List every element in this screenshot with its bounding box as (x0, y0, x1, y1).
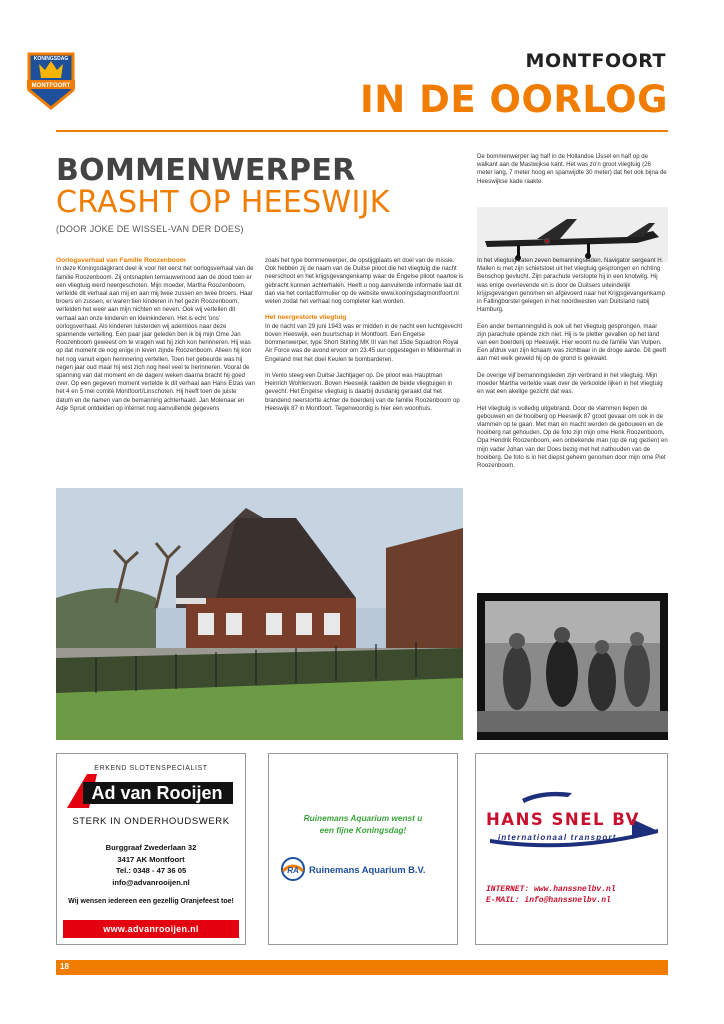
ad1-email[interactable]: info@advanrooijen.nl (112, 877, 190, 887)
section-headline: IN DE OORLOG (360, 78, 668, 121)
ad2-message-line2: een fijne Koningsdag! (319, 825, 407, 835)
ad1-contact (57, 842, 245, 888)
article-column-2 (265, 257, 465, 421)
ad1-greeting: Wij wensen iedereen een gezellig Oranjefeest toe! (68, 898, 234, 905)
column1-body: In deze Koningsdagkrant deel ik voor het eerst het oorlogsverhaal van de familie Roozenboom. Zij ontsnapten ternauwernood aan de dood toen er een vliegtuig werd neergeschoten. Mijn moeder, Martha Roozenboom, vertelde dit verhaal aan mij en aan mij twee zussen en twee broers. Haar broers en zussen, er waren tien kinderen in het gezin Roozenboom, vertelden het weer aan mijn nichten en neven. Ook wij vertellen dit verhaal aan onze kinderen en kleinkinderen. Het is echt 'ons' oorlogsverhaal. Als kinderen luisterden wij ademloos naar deze spannende vertelling. Een paar jaar geleden ben ik bij mijn Ome Jan Roozenboom geweest om te vragen wat hij zich kon herinneren. Hij was op dat moment de nog enige in leven zijnde Roozenboom. Alleen hij kon het nog vanuit eigen herinnering vertellen. Toen het gebeurde was hij negen jaar oud maar hij wist zich nog heel veel te herinneren. Vooral de spanning van dat moment en de dagen/ weken daarna bracht hij goed over. Op een gegeven moment vertelde ik dit verhaal aan Hans Elzas van het 4 en 5 mei comité Montfoort/Linschoten. Hij heeft toen de juiste datum en de namen van de bemanning achterhaald. Jan Molenaar en Adje Spruit ontdekten op internet nog aanvullende gegevens (56, 265, 255, 412)
column1-heading: Oorlogsverhaal van Familie Roozenboom (56, 257, 186, 264)
ad1-brand-text: Ad van Rooijen (91, 783, 223, 803)
ad2-message-line1: Ruinemans Aquarium wenst u (303, 813, 423, 823)
house-photo (56, 488, 463, 740)
ad2-company-name: Ruinemans Aquarium B.V. (309, 864, 426, 875)
article-byline: (DOOR JOKE DE WISSEL-VAN DER DOES) (56, 224, 244, 234)
column2-paragraph-2: In de nacht van 29 juni 1943 was er midden in de nacht een luchtgevecht boven Heeswijk, een buurtschap in Montfoort. Een Engelse bommenwerper, type Short Stirling MK III van het 15de Squadron Royal Air Force was de avond ervoor om 23.45 uur opgestegen in Mildenhall in Engeland met het doel Keulen te bombarderen. (265, 322, 463, 363)
ad3-brand: HANS SNEL BV (486, 810, 640, 829)
ad3-tagline: internationaal transport (498, 833, 617, 842)
ad1-website-link[interactable]: www.advanrooijen.nl (63, 920, 239, 938)
photo-caption: De bommenwerper lag half in de Hollandse IJssel en half op de walkant aan de Mastwijkse kant. Het was zo'n groot vliegtuig (26 meter lang, 7 meter hoog en spanwijdte 30 meter) dat het ook bijna de Heeswijkse kade raakte. (477, 153, 667, 185)
column2-paragraph-3: In Venlo steeg een Duitse Jachtjager op. De piloot was Hauptman Heinrich Wohlersvon. Boven Heeswijk raakten de beide vliegtuigen in gevecht. Het Engelse vliegtuig is daarbij dusdanig geraakt dat het brandend neerstortte achter de boerderij van de familie Roozenboom op Heeswijk 87 in Montfoort. Tegenwoordig is hier een woonhuis. (265, 372, 460, 412)
ad-van-rooijen[interactable] (56, 753, 246, 945)
ad1-slogan: STERK IN ONDERHOUDSWERK (72, 816, 230, 827)
column2-paragraph-1: zoals het type bommenwerper, de opstijgplaats en doel van de missie. Ook hebben zij de naam van de Duitse piloot die het vliegtuig die nacht neerschoot en het krijgsgevangenkamp waar de Engelse piloot naartoe is gebracht kunnen achterhalen. Heeft u nog aanvullende informatie laat dit dan via het contactformulier op de website www.koningsdagmontfoort.nl weten zodat het verhaal nog completer kan worden. (265, 257, 464, 306)
ad1-address: Burggraaf Zwederlaan 32 (105, 843, 197, 852)
article-title-line2: CRASHT OP HEESWIJK (56, 185, 390, 220)
ad2-message (269, 812, 457, 836)
badge-top-text: KONINGSDAG (33, 56, 69, 62)
footer-bar (56, 960, 668, 975)
column3-paragraph-3: De overige vijf bemanningsleden zijn verbrand in het vliegtuig. Mijn moeder Martha vertelde vaak over de verkoolde lijken in het vliegtuig en wat een akelige gezicht dat was. (477, 371, 663, 396)
firefighting-photo (477, 593, 668, 740)
column2-heading: Het neergestorte vliegtuig (265, 314, 347, 322)
page-number: 18 (60, 962, 69, 971)
ad-ruinemans[interactable] (268, 753, 458, 945)
article-title-line1: BOMMENWERPER (56, 153, 356, 188)
ad3-contact (486, 884, 616, 906)
ad1-city: 3417 AK Montfoort (117, 854, 185, 864)
column3-paragraph-1: In het vliegtuig zaten zeven bemanningsleden. Navigator sergeant H. Mallen is met zijn schietstoel uit het vliegtuig gesprongen en richting Benschop gevlucht. Zijn parachute verstopte hij in een knotwilg. Hij was enige overlevende en is door de Duitsers uiteindelijk krijgsgevangen genomen en afgevoerd naar het Krijgsgevangenkamp in Fallingborstel gelegen in het noordwesten van Duitsland nabij Hamburg. (477, 257, 666, 314)
article-column-3 (477, 257, 668, 478)
ad-hans-snel[interactable] (475, 753, 668, 945)
ad2-logo-mark: RA (287, 866, 299, 875)
badge-bottom-text: MONTFOORT (31, 83, 71, 89)
section-kicker: MONTFOORT (525, 50, 666, 72)
ad-van-rooijen-logo (67, 774, 235, 808)
koningsdag-badge-icon (25, 50, 77, 112)
ad3-internet[interactable]: INTERNET: www.hanssnelbv.nl (486, 885, 616, 894)
article-column-1 (56, 257, 255, 421)
header-rule (56, 130, 668, 132)
ad1-phone: Tel.: 0348 - 47 36 05 (115, 866, 187, 876)
column3-paragraph-4: Het vliegtuig is volledig uitgebrand. Door de vlammen liepen de gebouwen en de hooiberg op Heeswijk 87 groot gevaar om ook in de vlammen op te gaan. Met man en macht werden de gebouwen en de hooiberg nat gehouden. Op de foto zijn mijn ome Henk Roozenboom, Opa Hendrik Roozenboom, een onbekende man (op de rug gezien) en mijn vader Johan van der Does bezig met het nathouden van de hooiberg. De foto is in het diepst geheim genomen door mijn ome Piet Roozenboom. (477, 404, 668, 470)
ad1-top-line: ERKEND SLOTENSPECIALIST (94, 765, 208, 772)
ad3-email[interactable]: E-MAIL: info@hanssnelbv.nl (486, 896, 611, 905)
column3-paragraph-2: Een ander bemanningslid is ook uit het vliegtuig gesprongen, maar zijn parachute opende zich niet. Hij is te pletter gevallen op het land van een boerderij op Heeswijk. Hier woont nu de familie Van Vulpen. Een afdruk van zijn lichaam was zichtbaar in de droge aarde. Dit geeft aan met welk geweld hij op de grond is gekwakt. (477, 322, 667, 363)
plane-photo (477, 207, 668, 262)
